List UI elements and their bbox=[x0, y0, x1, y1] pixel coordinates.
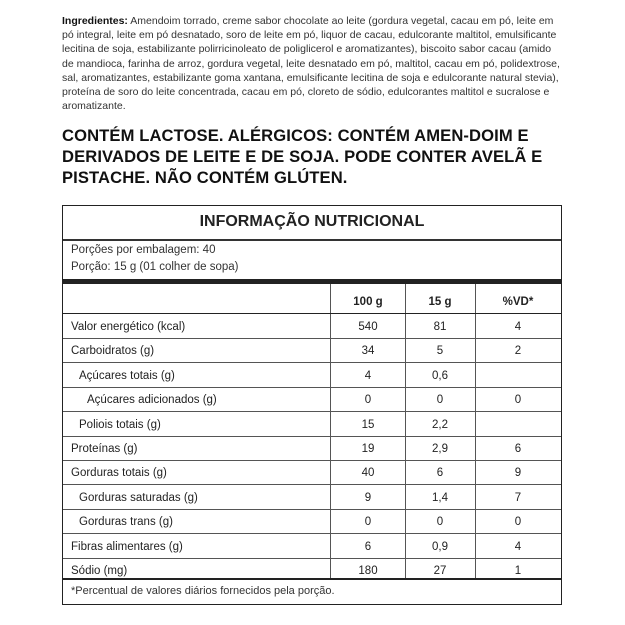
nutrition-facts-table bbox=[62, 205, 562, 605]
value-vd: 4 bbox=[514, 540, 522, 553]
value-15g: 0,9 bbox=[432, 540, 448, 553]
value-100g: 15 bbox=[361, 418, 375, 431]
value-15g: 2,9 bbox=[432, 443, 448, 455]
table-row bbox=[63, 339, 561, 363]
ingredients-text: Amendoim torrado, creme sabor chocolate ao leite (gordura vegetal, cacau em pó, leite em pó integral, leite em pó desnatado, soro de leite em pó, liquor de cacau, edulcorante maltitol, emulsificante lecitina de soja, estabilizante polirricinoleato de poliglicerol e aromatizantes), biscoito sabor cacau (amido de mandioca, farinha de arroz, gordura vegetal, leite desnatado em pó, maltitol, cacau em pó, polidextrose, sal, aromatizantes, estabilizante goma xantana, emulsificante lecitina de soja e edulcorante natural stevia), proteína de soro do leite concentrada, cacau em pó, cloreto de sódio, edulcorantes maltitol e sucralose e aromatizante. bbox=[62, 15, 560, 113]
allergen-warning: CONTÉM LACTOSE. ALÉRGICOS: CONTÉM AMEN-DOIM E DERIVADOS DE LEITE E DE SOJA. PODE CONTER AVELÃ E PISTACHE. NÃO CONTÉM GLÚTEN. bbox=[62, 126, 543, 187]
value-vd bbox=[475, 413, 561, 437]
portions-per-package: Porções por embalagem: 40 bbox=[71, 244, 216, 256]
nutrient-name: Açúcares adicionados (g) bbox=[87, 394, 217, 407]
header-15g: 15 g bbox=[428, 296, 452, 308]
value-15g: 6 bbox=[436, 467, 444, 480]
value-100g: 9 bbox=[364, 491, 372, 504]
table-row bbox=[63, 535, 561, 559]
footnote-divider bbox=[63, 578, 561, 580]
value-100g: 34 bbox=[361, 345, 375, 358]
value-vd: 2 bbox=[514, 345, 522, 358]
footnote: *Percentual de valores diários fornecidos pela porção. bbox=[71, 585, 335, 597]
value-15g: 2,2 bbox=[432, 418, 448, 431]
value-15g: 0 bbox=[436, 516, 444, 529]
value-vd bbox=[475, 364, 561, 388]
value-100g: 0 bbox=[364, 394, 372, 407]
value-15g: 1,4 bbox=[432, 491, 448, 504]
value-15g: 81 bbox=[433, 321, 447, 333]
value-vd: 0 bbox=[514, 516, 522, 529]
table-row bbox=[63, 388, 561, 412]
table-row bbox=[63, 486, 561, 510]
nutrient-name: Açúcares totais (g) bbox=[79, 369, 175, 382]
value-vd: 7 bbox=[514, 491, 522, 504]
value-100g: 6 bbox=[364, 540, 372, 553]
value-100g: 4 bbox=[364, 369, 372, 382]
nutrient-name: Gorduras trans (g) bbox=[79, 516, 173, 529]
table-title: INFORMAÇÃO NUTRICIONAL bbox=[199, 213, 425, 230]
value-100g: 540 bbox=[358, 321, 378, 333]
value-100g: 180 bbox=[358, 565, 378, 577]
value-vd: 1 bbox=[514, 565, 522, 577]
portion-size: Porção: 15 g (01 colher de sopa) bbox=[71, 261, 239, 273]
table-row bbox=[63, 510, 561, 534]
nutrient-name: Carboidratos (g) bbox=[71, 345, 155, 358]
nutrient-name: Valor energético (kcal) bbox=[71, 321, 186, 333]
ingredients-paragraph bbox=[62, 14, 562, 113]
header-vd: %VD* bbox=[502, 296, 534, 308]
value-100g: 0 bbox=[364, 516, 372, 529]
table-header-row bbox=[63, 290, 561, 314]
table-row bbox=[63, 364, 561, 388]
value-15g: 5 bbox=[436, 345, 444, 358]
portion-thick-divider bbox=[63, 279, 561, 284]
value-15g: 27 bbox=[433, 565, 447, 577]
nutrient-name: Gorduras totais (g) bbox=[71, 467, 167, 480]
nutrient-name: Poliois totais (g) bbox=[79, 418, 161, 431]
table-row bbox=[63, 315, 561, 339]
nutrient-name: Fibras alimentares (g) bbox=[71, 540, 183, 553]
nutrient-name: Gorduras saturadas (g) bbox=[79, 491, 198, 504]
table-row bbox=[63, 461, 561, 485]
value-15g: 0,6 bbox=[432, 369, 448, 382]
value-15g: 0 bbox=[436, 394, 444, 407]
nutrient-name: Sódio (mg) bbox=[71, 565, 128, 577]
table-row bbox=[63, 437, 561, 461]
header-100g: 100 g bbox=[353, 296, 383, 308]
ingredients-label: Ingredientes: bbox=[62, 15, 128, 27]
title-divider bbox=[63, 239, 561, 241]
value-vd: 6 bbox=[514, 443, 522, 455]
value-100g: 40 bbox=[361, 467, 375, 480]
table-row bbox=[63, 413, 561, 437]
value-vd: 0 bbox=[514, 394, 522, 407]
nutrient-name: Proteínas (g) bbox=[71, 443, 138, 455]
value-vd: 9 bbox=[514, 467, 522, 480]
value-vd: 4 bbox=[514, 321, 522, 333]
value-100g: 19 bbox=[361, 443, 375, 455]
